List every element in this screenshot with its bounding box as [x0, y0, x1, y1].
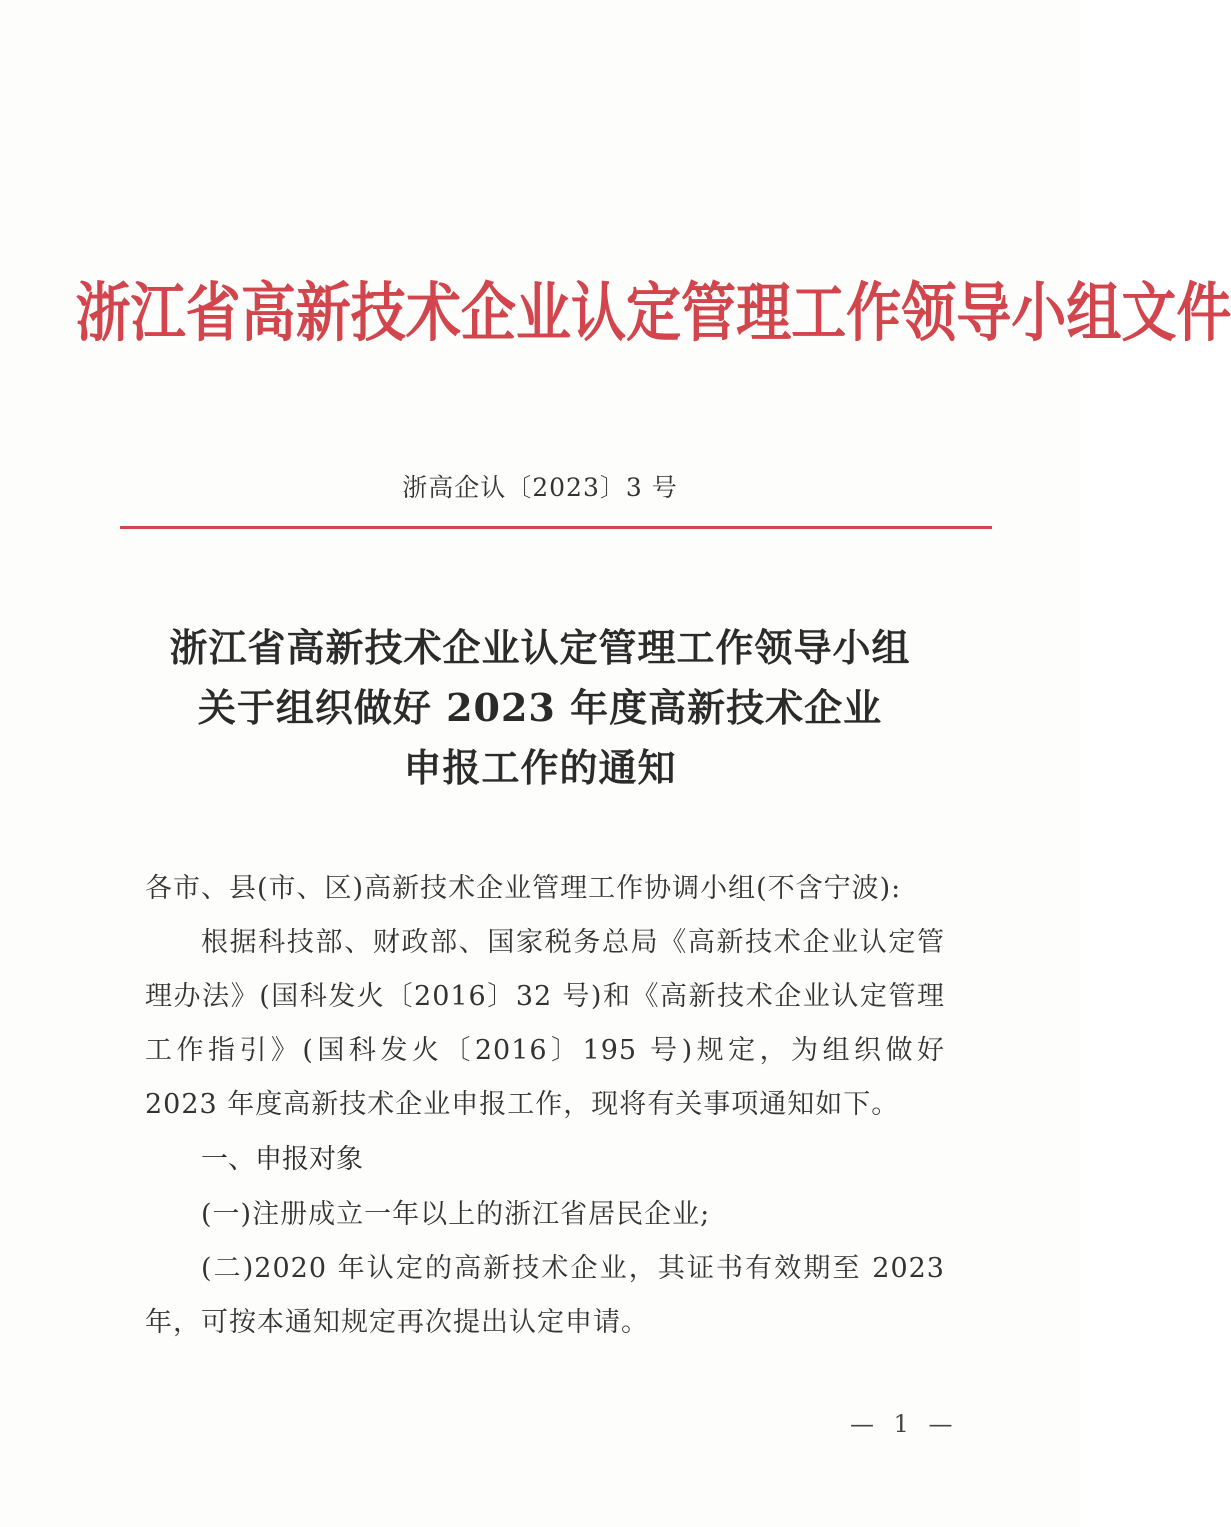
- list-item: (一)注册成立一年以上的浙江省居民企业;: [201, 1199, 711, 1230]
- notice-body: [145, 862, 945, 1350]
- notice-title: [0, 618, 1080, 798]
- notice-title-line-1: 浙江省高新技术企业认定管理工作领导小组: [169, 625, 911, 670]
- red-divider-line: [120, 526, 992, 529]
- page-number: — 1 —: [850, 1410, 959, 1438]
- notice-title-line-2: 关于组织做好 2023 年度高新技术企业: [197, 685, 883, 730]
- list-item: (二)2020 年认定的高新技术企业，其证书有效期至 2023 年，可按本通知规定再次提出认定申请。: [145, 1253, 945, 1338]
- document-number: 浙高企认〔2023〕3 号: [402, 473, 678, 502]
- intro-paragraph: 根据科技部、财政部、国家税务总局《高新技术企业认定管理办法》(国科发火〔2016〕32 号)和《高新技术企业认定管理工作指引》(国科发火〔2016〕195 号)规定，为组织做好 2023 年度高新技术企业申报工作，现将有关事项通知如下。: [145, 927, 945, 1120]
- notice-title-line-3: 申报工作的通知: [403, 745, 677, 790]
- addressee: 各市、县(市、区)高新技术企业管理工作协调小组(不含宁波):: [145, 873, 902, 904]
- section-heading-applicants: 一、申报对象: [201, 1144, 363, 1175]
- issuing-authority-header: 浙江省高新技术企业认定管理工作领导小组文件: [75, 276, 1231, 351]
